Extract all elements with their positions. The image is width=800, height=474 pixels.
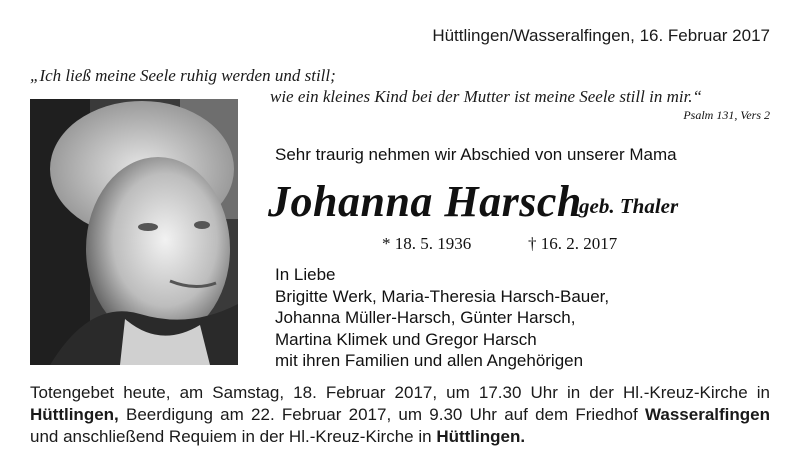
notice-place-bold: Wasseralfingen [644, 405, 770, 424]
mourners-list [275, 264, 609, 372]
death-date: † 16. 2. 2017 [528, 234, 618, 253]
mourners-line: Johanna Müller-Harsch, Günter Harsch, [275, 308, 576, 327]
mourners-line: Martina Klimek und Gregor Harsch [275, 329, 537, 349]
mourners-line: Brigitte Werk, Maria-Theresia Harsch-Bauer, [275, 286, 610, 306]
verse-line-2: wie ein kleines Kind bei der Mutter ist meine Seele still in mir.“ [270, 87, 703, 106]
place-date: Hüttlingen/Wasseralfingen, 16. Februar 2017 [432, 26, 770, 45]
intro-text: Sehr traurig nehmen wir Abschied von unserer Mama [275, 145, 677, 164]
notice-text: Beerdigung am 22. Februar 2017, um 9.30 Uhr auf dem Friedhof [118, 405, 645, 424]
maiden-name: geb. Thaler [579, 194, 679, 218]
portrait-photo [30, 99, 238, 365]
notice-place-bold: Hüttlingen, [30, 405, 119, 424]
funeral-notice [30, 382, 770, 448]
birth-date: * 18. 5. 1936 [382, 234, 472, 253]
notice-text: Totengebet heute, am Samstag, 18. Februar 2017, um 17.30 Uhr in der Hl.-Kreuz-Kirche in [30, 383, 770, 402]
mourners-line: mit ihren Familien und allen Angehörigen [275, 351, 584, 370]
deceased-name: Johanna Harsch [268, 177, 582, 226]
portrait-image [30, 99, 238, 365]
mourners-line: In Liebe [275, 265, 336, 284]
notice-place-bold: Hüttlingen. [436, 427, 526, 446]
verse-line-1: „Ich ließ meine Seele ruhig werden und still; [30, 66, 336, 85]
verse-source: Psalm 131, Vers 2 [683, 108, 770, 122]
notice-text: und anschließend Requiem in der Hl.-Kreuz-Kirche in [30, 427, 437, 446]
